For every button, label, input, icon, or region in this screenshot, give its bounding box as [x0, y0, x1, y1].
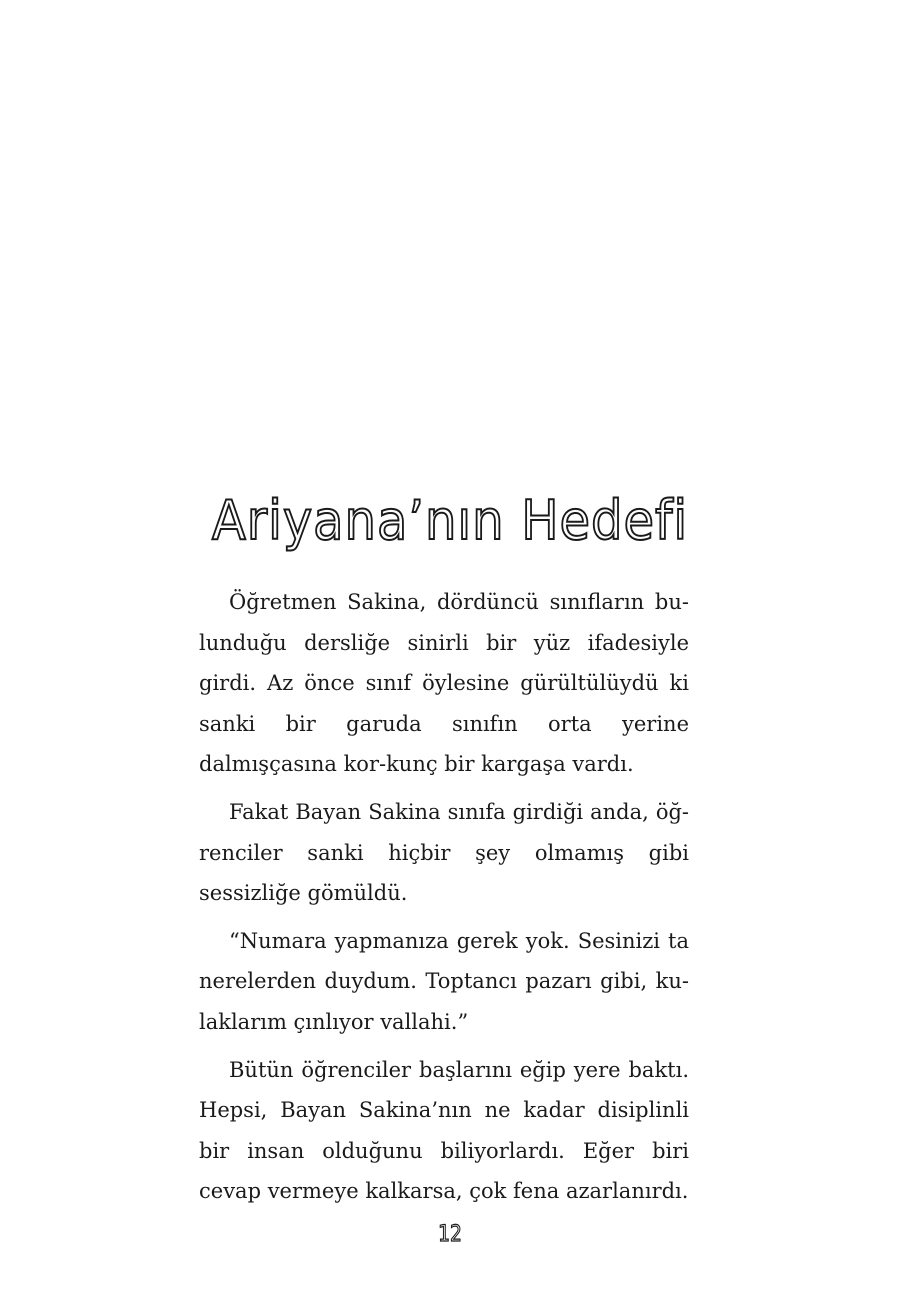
page-number: 12 [438, 1222, 462, 1247]
body-text [199, 582, 689, 1219]
chapter-title: Ariyana’nın Hedefi [211, 489, 689, 552]
paragraph-1: Öğretmen Sakina, dördüncü sınıfların bu-lunduğu dersliğe sinirli bir yüz ifadesiyle girdi. Az önce sınıf öylesine gürültülüydü ki sanki bir garuda sınıfın orta yerine dalmışçasına kor-kunç bir kargaşa vardı. [199, 590, 689, 777]
paragraph-3: “Numara yapmanıza gerek yok. Sesinizi ta nerelerden duydum. Toptancı pazarı gibi, ku-laklarım çınlıyor vallahi.” [199, 928, 689, 1034]
paragraph-4: Bütün öğrenciler başlarını eğip yere baktı. Hepsi, Bayan Sakina’nın ne kadar disiplinli bir insan olduğunu biliyorlardı. Eğer biri cevap vermeye kalkarsa, çok fena azarlanırdı. [199, 1057, 689, 1204]
paragraph-2: Fakat Bayan Sakina sınıfa girdiği anda, öğ-renciler sanki hiçbir şey olmamış gibi sessizliğe gömüldü. [199, 799, 689, 906]
